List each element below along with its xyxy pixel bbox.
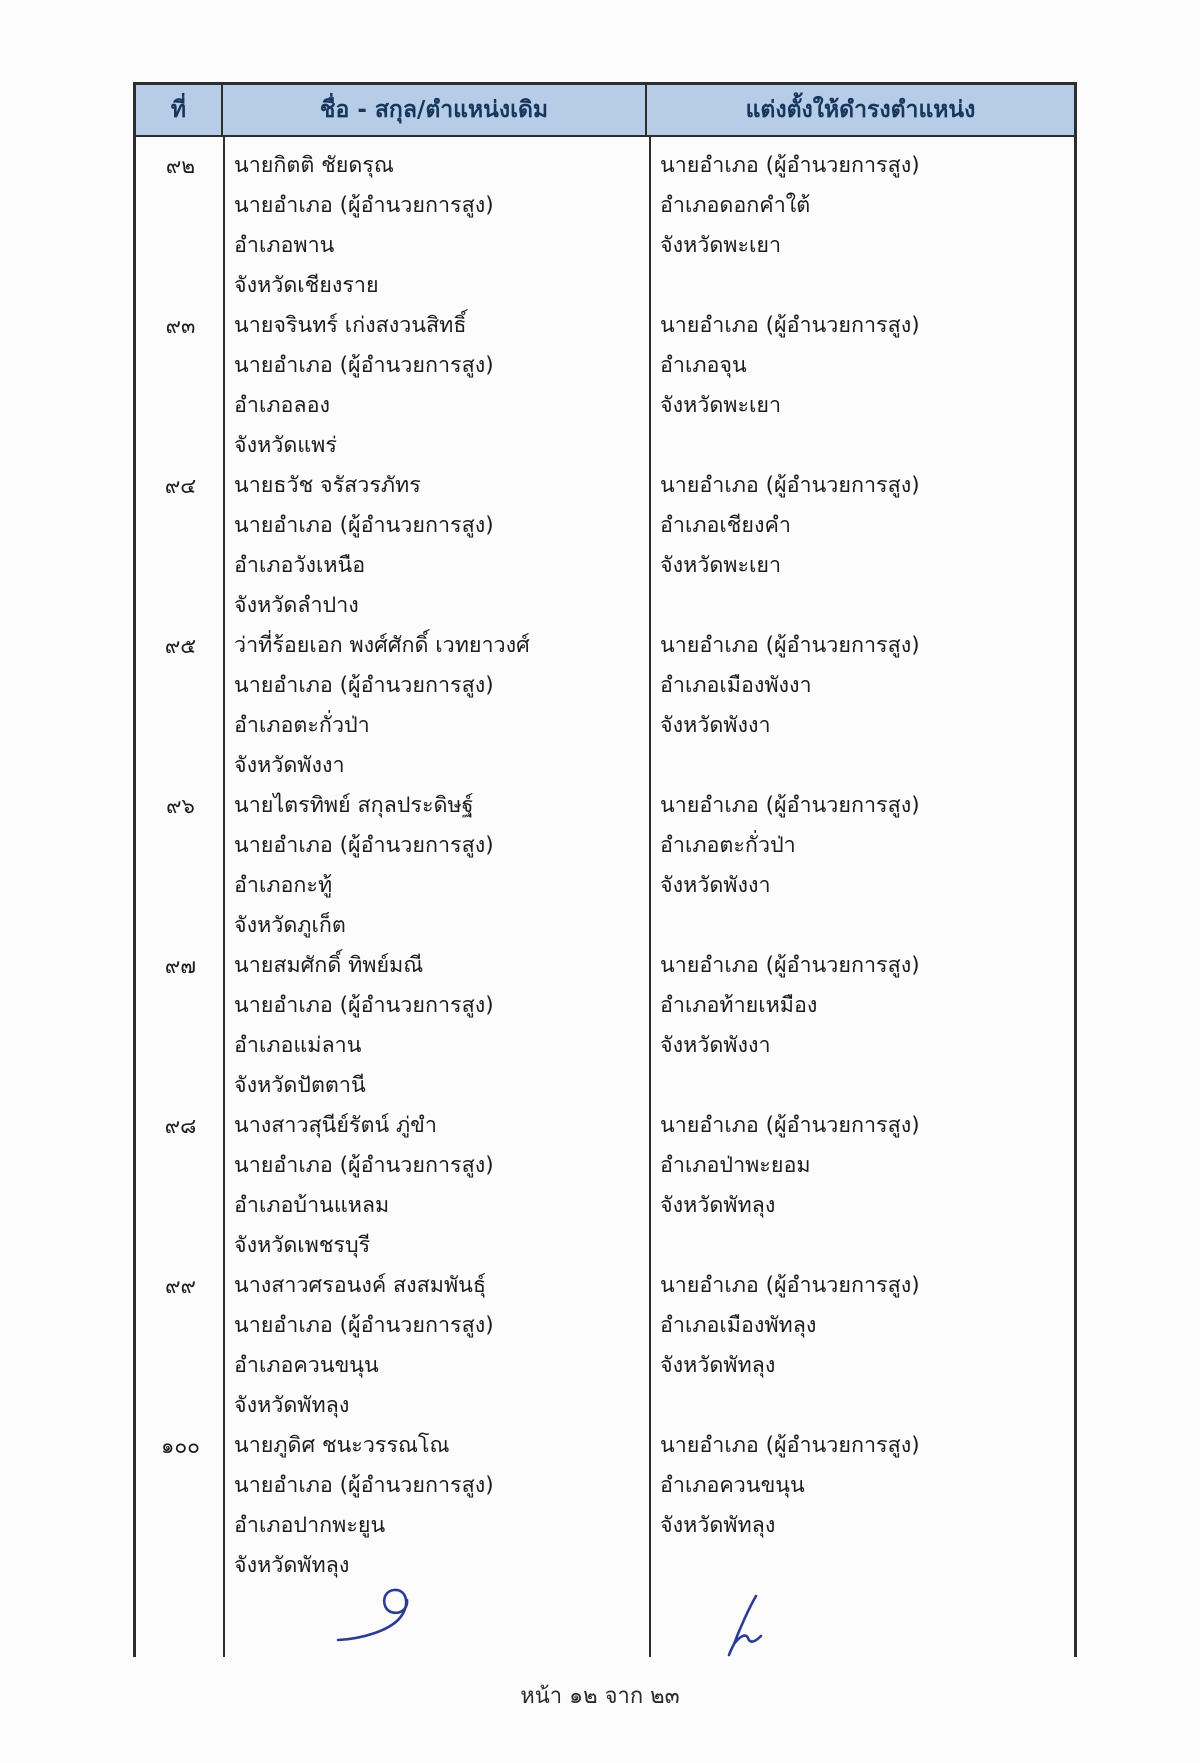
table-row [136,466,1074,626]
entry-line: จังหวัดพะเยา [660,233,782,258]
entry-line: นางสาวสุนีย์รัตน์ ภู่ขำ [234,1113,437,1138]
row-number: ๙๙ [165,1274,196,1298]
entry-line: อำเภอเชียงคำ [660,513,791,538]
row-number: ๙๓ [165,314,196,338]
entry-line: อำเภอปากพะยูน [234,1513,386,1538]
entry-line: นายอำเภอ (ผู้อำนวยการสูง) [234,513,494,538]
entry-line: อำเภอบ้านแหลม [234,1193,390,1218]
entry-line: อำเภอตะกั่วป่า [660,833,796,858]
entry-line: อำเภอควนขนุน [234,1353,379,1378]
column-header-no: ที่ [136,85,223,135]
entry-line: อำเภอกะทู้ [234,873,333,898]
row-number: ๙๘ [164,1114,197,1138]
name-former-position-cell [225,946,651,1106]
row-number: ๙๖ [166,794,195,818]
table-row [136,146,1074,306]
signature-mark-right [720,1592,782,1662]
name-former-position-cell [225,1266,651,1426]
table-row [136,786,1074,946]
appointed-position-cell [651,1426,1074,1586]
table-row [136,946,1074,1106]
row-number: ๙๒ [165,154,196,178]
entry-line: จังหวัดพังงา [660,873,771,898]
entry-line: อำเภอดอกคำใต้ [660,193,811,218]
table-row [136,1266,1074,1426]
entry-line: ว่าที่ร้อยเอก พงศ์ศักดิ์ เวทยาวงศ์ [234,633,530,658]
entry-line: นายอำเภอ (ผู้อำนวยการสูง) [234,353,494,378]
entry-line: นายสมศักดิ์ ทิพย์มณี [234,953,424,978]
table-body [133,137,1077,1657]
entry-line: อำเภอเมืองพังงา [660,673,812,698]
entry-line: นายอำเภอ (ผู้อำนวยการสูง) [234,1313,494,1338]
column-header-name-former-position: ชื่อ - สกุล/ตำแหน่งเดิม [223,85,647,135]
entry-line: จังหวัดพะเยา [660,553,782,578]
entry-line: จังหวัดพัทลุง [234,1393,350,1418]
table-row [136,306,1074,466]
table-header-row [133,82,1077,137]
row-number: ๙๗ [164,954,197,978]
entry-line: นายอำเภอ (ผู้อำนวยการสูง) [234,993,494,1018]
entry-line: นายอำเภอ (ผู้อำนวยการสูง) [234,1153,494,1178]
entry-line: นายอำเภอ (ผู้อำนวยการสูง) [660,1273,920,1298]
entry-line: จังหวัดพังงา [234,753,345,778]
name-former-position-cell [225,306,651,466]
name-former-position-cell [225,786,651,946]
appointment-table [133,82,1077,1657]
entry-line: นายจรินทร์ เก่งสงวนสิทธิ์ [234,313,467,338]
entry-line: อำเภอป่าพะยอม [660,1153,811,1178]
row-number: ๙๔ [164,474,197,498]
name-former-position-cell [225,1106,651,1266]
entry-line: นายอำเภอ (ผู้อำนวยการสูง) [660,473,920,498]
entry-line: นายอำเภอ (ผู้อำนวยการสูง) [234,673,494,698]
column-header-appointed-position: แต่งตั้งให้ดำรงตำแหน่ง [745,97,976,123]
entry-line: อำเภอท้ายเหมือง [660,993,818,1018]
name-former-position-cell [225,626,651,786]
appointed-position-cell [651,466,1074,626]
name-former-position-cell [225,466,651,626]
entry-line: อำเภอเมืองพัทลุง [660,1313,817,1338]
entry-line: จังหวัดพัทลุง [660,1193,776,1218]
entry-line: นายไตรทิพย์ สกุลประดิษฐ์ [234,793,474,818]
entry-line: นายอำเภอ (ผู้อำนวยการสูง) [660,313,920,338]
entry-line: จังหวัดภูเก็ต [234,913,346,938]
entry-line: จังหวัดลำปาง [234,593,359,618]
entry-line: นายอำเภอ (ผู้อำนวยการสูง) [660,953,920,978]
entry-line: นายภูดิศ ชนะวรรณโณ [234,1433,450,1458]
column-divider-2 [649,137,651,1657]
entry-line: อำเภอลอง [234,393,331,418]
column-divider-1 [223,137,225,1657]
page-number-label: หน้า ๑๒ จาก ๒๓ [520,1684,680,1709]
entry-line: จังหวัดพังงา [660,1033,771,1058]
entry-line: อำเภอควนขนุน [660,1473,805,1498]
entry-line: นายอำเภอ (ผู้อำนวยการสูง) [660,153,920,178]
entry-line: จังหวัดแพร่ [234,433,337,458]
row-number: ๙๕ [164,634,197,658]
entry-line: นางสาวศรอนงค์ สงสมพันธุ์ [234,1273,486,1298]
appointed-position-cell [651,786,1074,946]
appointed-position-cell [651,626,1074,786]
appointed-position-cell [651,146,1074,306]
entry-line: นายอำเภอ (ผู้อำนวยการสูง) [660,793,920,818]
entry-line: นายธวัช จรัสวรภัทร [234,473,421,498]
entry-line: จังหวัดเชียงราย [234,273,379,298]
table-row [136,626,1074,786]
entry-line: จังหวัดพัทลุง [660,1353,776,1378]
entry-line: อำเภอวังเหนือ [234,553,366,578]
entry-line: นายอำเภอ (ผู้อำนวยการสูง) [234,193,494,218]
table-row [136,1106,1074,1266]
appointed-position-cell [651,1106,1074,1266]
entry-line: จังหวัดพังงา [660,713,771,738]
entry-line: จังหวัดปัตตานี [234,1073,366,1098]
appointed-position-cell [651,946,1074,1106]
entry-line: จังหวัดเพชรบุรี [234,1233,371,1258]
signature-mark-left [330,1583,432,1655]
name-former-position-cell [225,1426,651,1586]
entry-line: นายอำเภอ (ผู้อำนวยการสูง) [660,1113,920,1138]
entry-line: นายอำเภอ (ผู้อำนวยการสูง) [660,633,920,658]
appointed-position-cell [651,306,1074,466]
entry-line: จังหวัดพัทลุง [234,1553,350,1578]
appointed-position-cell [651,1266,1074,1426]
row-number: ๑๐๐ [161,1434,200,1458]
entry-line: อำเภอแม่ลาน [234,1033,362,1058]
entry-line: นายอำเภอ (ผู้อำนวยการสูง) [660,1433,920,1458]
entry-line: อำเภอพาน [234,233,335,258]
table-row [136,1426,1074,1586]
entry-line: อำเภอตะกั่วป่า [234,713,370,738]
entry-line: นายกิตติ ชัยดรุณ [234,153,394,178]
entry-line: นายอำเภอ (ผู้อำนวยการสูง) [234,1473,494,1498]
name-former-position-cell [225,146,651,306]
entry-line: นายอำเภอ (ผู้อำนวยการสูง) [234,833,494,858]
entry-line: จังหวัดพัทลุง [660,1513,776,1538]
entry-line: อำเภอจุน [660,353,747,378]
entry-line: จังหวัดพะเยา [660,393,782,418]
